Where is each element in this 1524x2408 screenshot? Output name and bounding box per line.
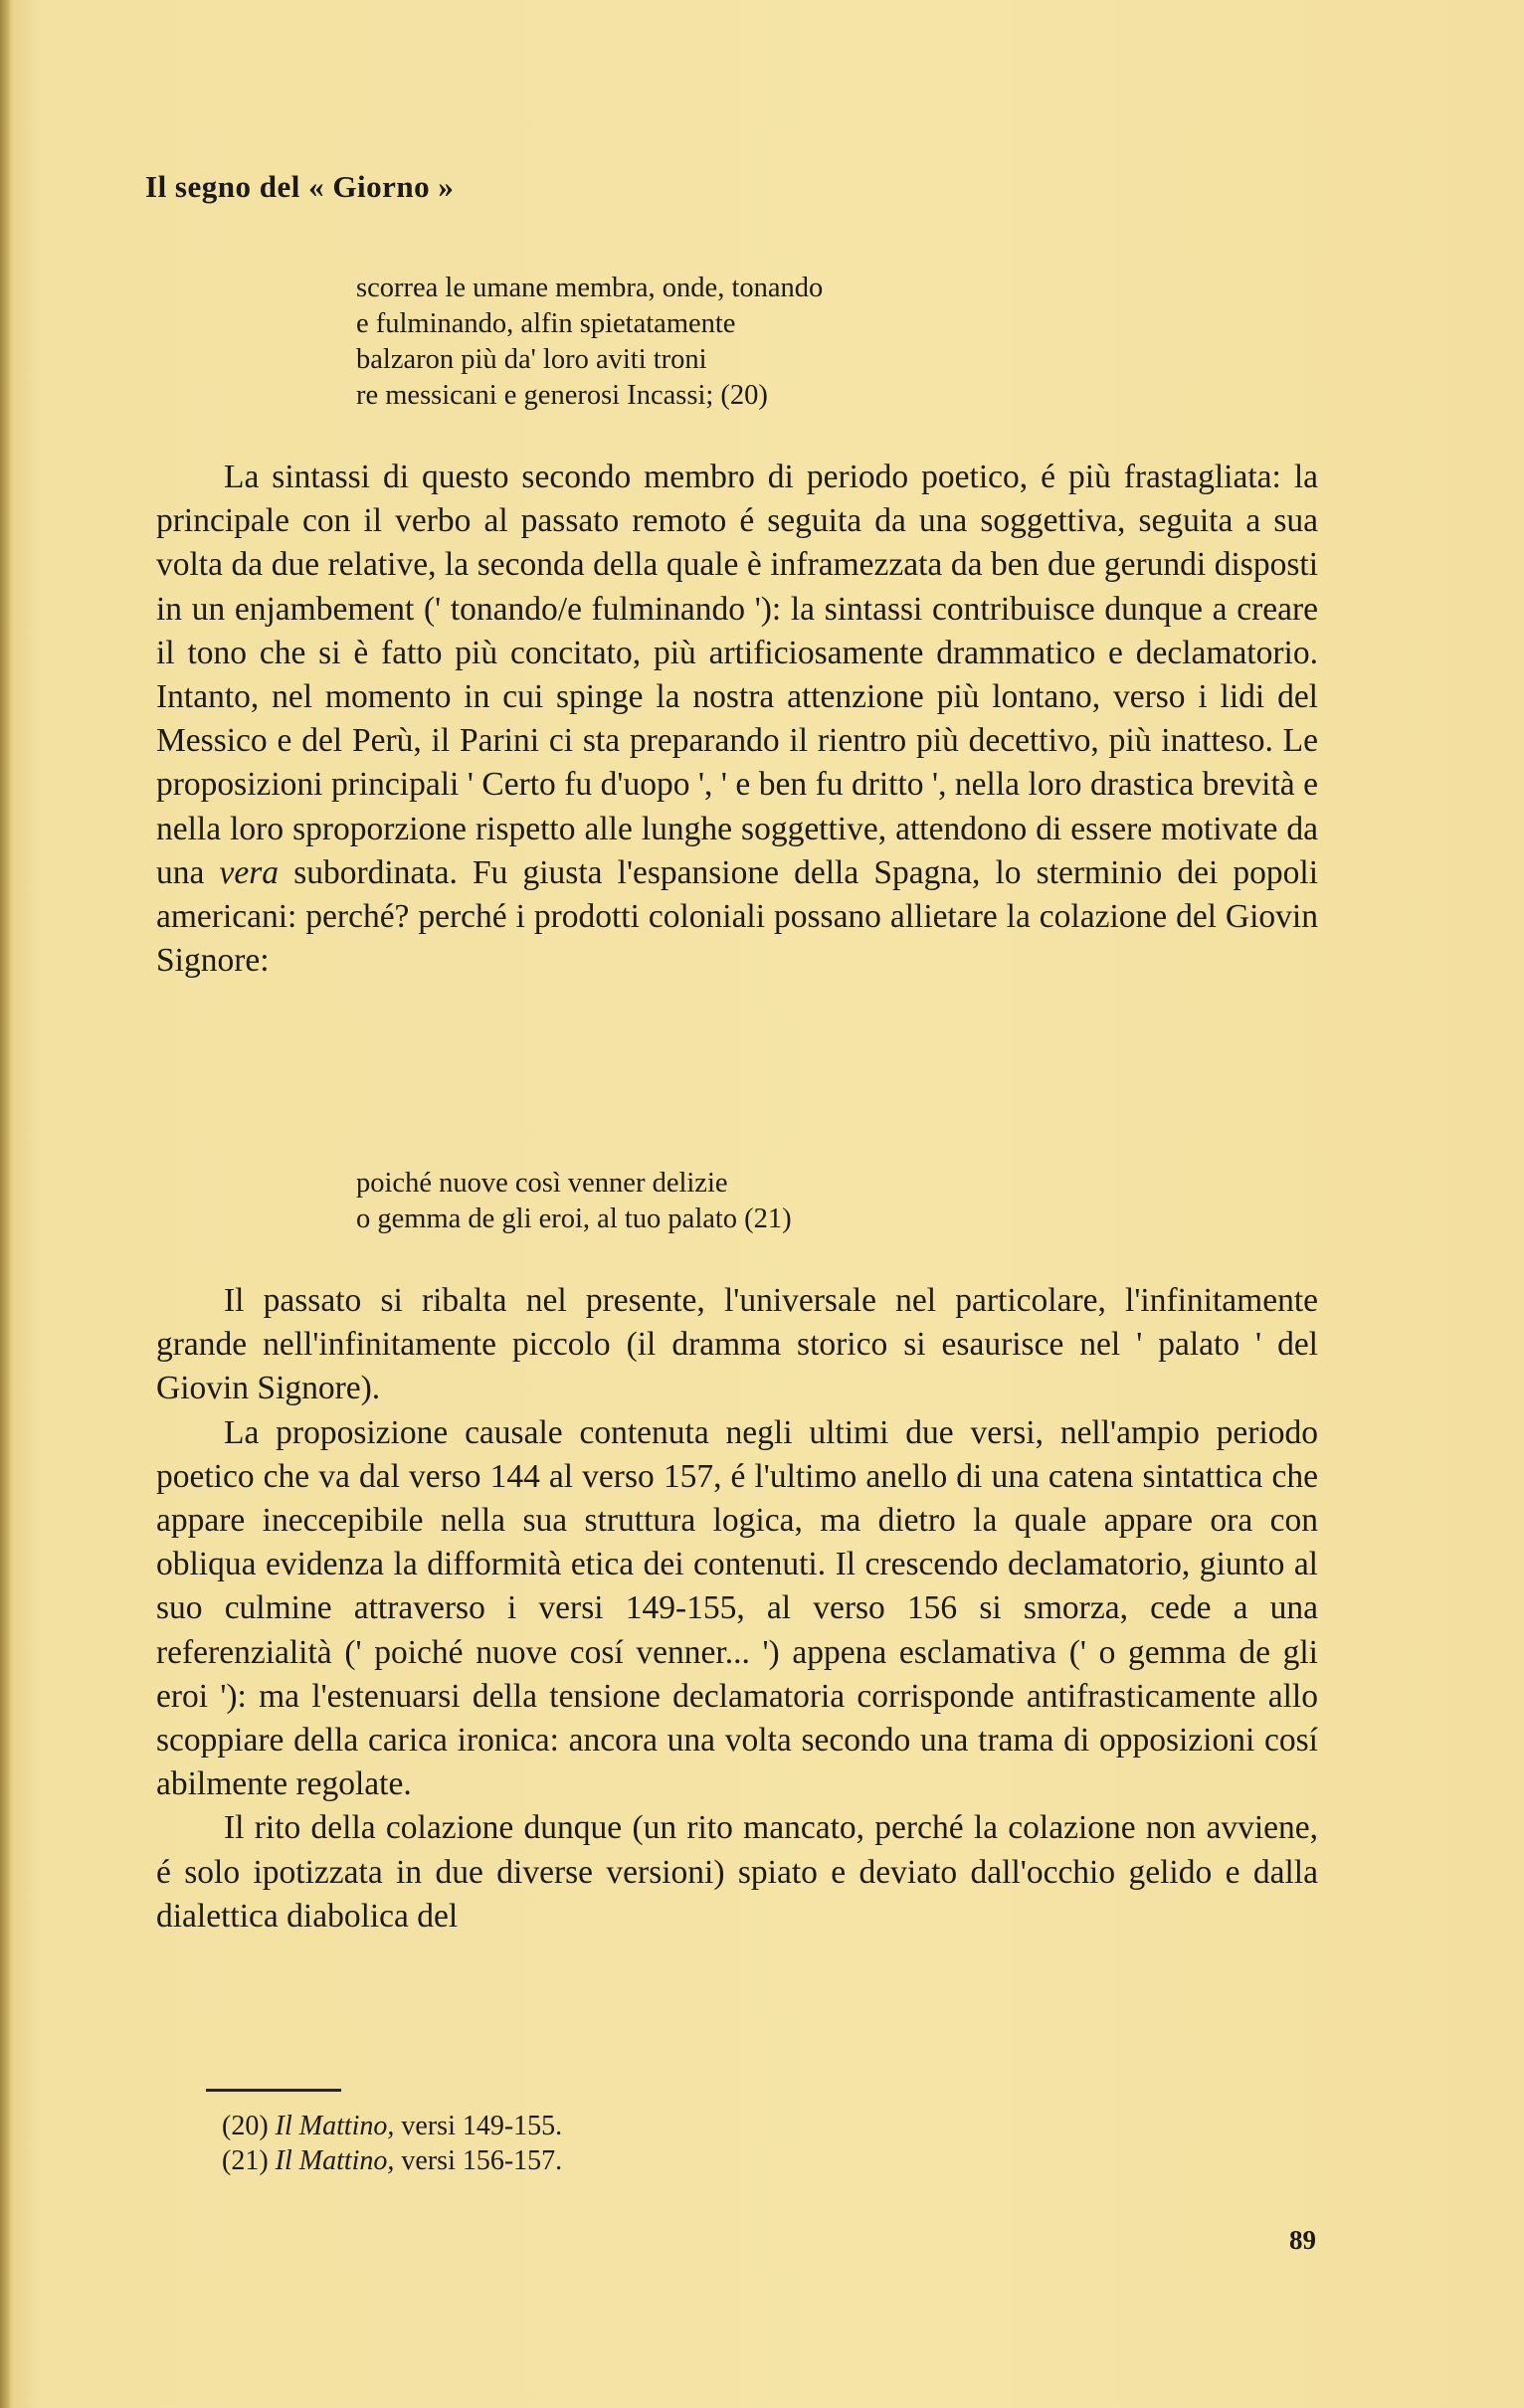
paragraph-syntax	[156, 456, 1318, 983]
verse-line: re messicani e generosi Incassi; (20)	[356, 380, 768, 411]
verse-line: poiché nuove così venner delizie	[356, 1168, 728, 1199]
verse-line: o gemma de gli eroi, al tuo palato (21)	[356, 1204, 792, 1234]
paragraph-causal: La proposizione causale contenuta negli ultimi due versi, nell'ampio periodo poetico che va dal verso 144 al verso 157, é l'ultimo anello di una catena sintattica che appare ineccepibile nella sua struttura logica, ma dietro la quale appare ora con obliqua evidenza la difformità etica dei contenuti. Il crescendo declamatorio, giunto al suo culmine attraverso i versi 149-155, al verso 156 si smorza, cede a una referenzialità (' poiché nuove cosí venner... ') appena esclamativa (' o gemma de gli eroi '): ma l'estenuarsi della tensione declamatoria corrisponde antifrasticamente allo scoppiare della carica ironica: ancora una volta secondo una trama di opposizioni cosí abilmente regolate.	[156, 1413, 1318, 1803]
verse-line: scorrea le umane membra, onde, tonando	[356, 273, 824, 303]
footnote-ref: versi 149-155.	[401, 2111, 563, 2141]
footnote	[222, 2109, 562, 2143]
footnote-number: (20)	[222, 2111, 269, 2141]
page-binding-edge	[0, 0, 10, 2408]
footnotes	[222, 2109, 562, 2178]
verse-line: e fulminando, alfin spietatamente	[356, 308, 736, 339]
footnote-number: (21)	[222, 2145, 269, 2176]
body-text-block-2	[156, 1279, 1318, 1939]
footnote-separator	[206, 2089, 341, 2092]
paragraph-text: La sintassi di questo secondo membro di periodo poetico, é più frastagliata: la principale con il verbo al passato remoto é seguita da una soggettiva, seguita a sua volta da due relative, la seconda della quale è inframezzata da ben due gerundi disposti in un enjambement (' tonando/e fulminando '): la sintassi contribuisce dunque a creare il tono che si è fatto più concitato, più artificiosamente drammatico e declamatorio. Intanto, nel momento in cui spinge la nostra attenzione più lontano, verso i lidi del Messico e del Perù, il Parini ci sta preparando il rientro più decettivo, più inatteso. Le proposizioni principali ' Certo fu d'uopo ', ' e ben fu dritto ', nella loro drastica brevità e nella loro sproporzione rispetto alle lunghe soggettive, attendono di essere motivate da una	[156, 459, 1318, 891]
verse-quotation-20	[356, 271, 823, 414]
footnote	[222, 2143, 562, 2178]
paragraph-rite: Il rito della colazione dunque (un rito mancato, perché la colazione non avviene, é solo ipotizzata in due diverse versioni) spiato e deviato dall'occhio gelido e dalla dialettica diabolica del	[156, 1809, 1318, 1935]
paragraph-text: subordinata. Fu giusta l'espansione della Spagna, lo sterminio dei popoli americani: perché? perché i prodotti coloniali possano allietare la colazione del Giovin Signore:	[156, 853, 1319, 980]
verse-line: balzaron più da' loro aviti troni	[356, 344, 707, 375]
verse-quotation-21	[356, 1166, 792, 1237]
footnote-ref: versi 156-157.	[401, 2145, 563, 2176]
footnote-title: Il Mattino,	[275, 2111, 395, 2141]
footnote-title: Il Mattino,	[275, 2145, 395, 2176]
paragraph-past-present: Il passato si ribalta nel presente, l'universale nel particolare, l'infinitamente grande nell'infinitamente piccolo (il dramma storico si esaurisce nel ' palato ' del Giovin Signore).	[156, 1282, 1318, 1407]
body-text-block-1	[156, 456, 1318, 983]
running-head: Il segno del « Giorno »	[145, 169, 455, 204]
emphasis-word: vera	[219, 853, 280, 891]
page-number: 89	[1289, 2225, 1316, 2255]
